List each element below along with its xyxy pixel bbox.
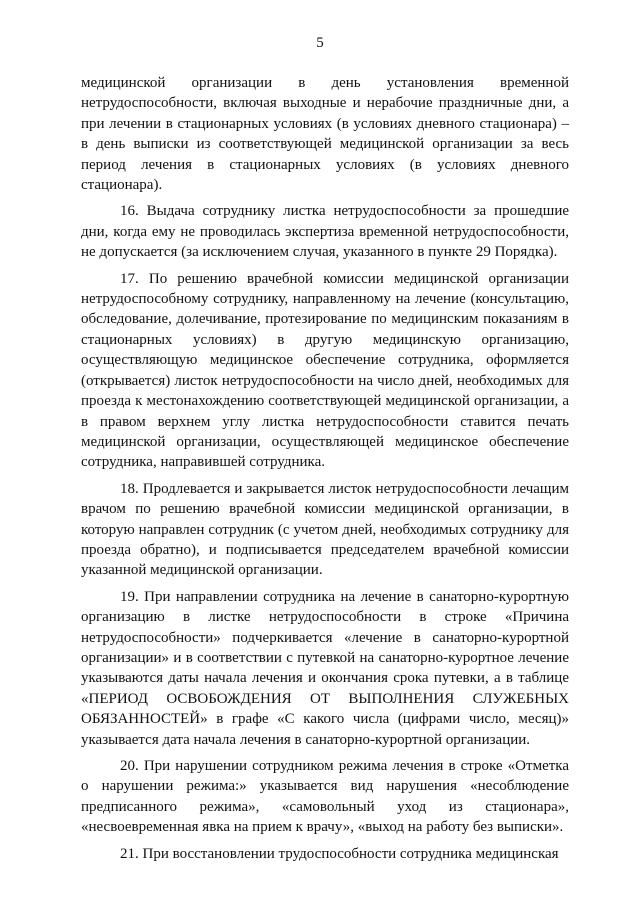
page-number: 5 bbox=[316, 35, 324, 51]
document-body bbox=[81, 73, 569, 864]
paragraph-continuation: медицинской организации в день установления временной нетрудоспособности, включая выходные и нерабочие праздничные дни, а при лечении в стационарных условиях (в условиях дневного стационара) – в день выписки из соответствующей медицинской организации за весь период лечения в стационарных условиях (в условиях дневного стационара). bbox=[81, 75, 569, 194]
paragraph-19: 19. При направлении сотрудника на лечение в санаторно-курортную организацию в листке нетрудоспособности в строке «Причина нетрудоспособности» подчеркивается «лечение в санаторно-курортной организации» и в соответствии с путевкой на санаторно-курортное лечение указываются даты начала лечения и окончания срока путевки, а в таблице «ПЕРИОД ОСВОБОЖДЕНИЯ ОТ ВЫПОЛНЕНИЯ СЛУЖЕБНЫХ ОБЯЗАННОСТЕЙ» в графе «С какого числа (цифрами число, месяц)» указывается дата начала лечения в санаторно-курортной организации. bbox=[81, 588, 569, 748]
paragraph-18: 18. Продлевается и закрывается листок нетрудоспособности лечащим врачом по решению врачебной комиссии медицинской организации, в которую направлен сотрудник (с учетом дней, необходимых сотруднику для проезда обратно), и подписывается председателем врачебной комиссии указанной медицинской организации. bbox=[81, 480, 569, 579]
paragraph-20: 20. При нарушении сотрудником режима лечения в строке «Отметка о нарушении режима:» указывается вид нарушения «несоблюдение предписанного режима», «самовольный уход из стационара», «несвоевременная явка на прием к врачу», «выход на работу без выписки». bbox=[81, 758, 569, 836]
paragraph-16: 16. Выдача сотруднику листка нетрудоспособности за прошедшие дни, когда ему не проводилась экспертиза временной нетрудоспособности, не допускается (за исключением случая, указанного в пункте 29 Порядка). bbox=[81, 203, 569, 261]
paragraph-21: 21. При восстановлении трудоспособности сотрудника медицинская bbox=[120, 845, 559, 862]
paragraph-17: 17. По решению врачебной комиссии медицинской организации нетрудоспособному сотруднику, направленному на лечение (консультацию, обследование, долечивание, протезирование по медицинским показаниям в стационарных условиях) в другую медицинскую организацию, осуществляющую медицинское обеспечение сотрудника, оформляется (открывается) листок нетрудоспособности на число дней, необходимых для проезда к местонахождению соответствующей медицинской организации, а в правом верхнем углу листка нетрудоспособности ставится печать медицинской организации, осуществляющей медицинское обеспечение сотрудника, направившей сотрудника. bbox=[81, 270, 569, 471]
